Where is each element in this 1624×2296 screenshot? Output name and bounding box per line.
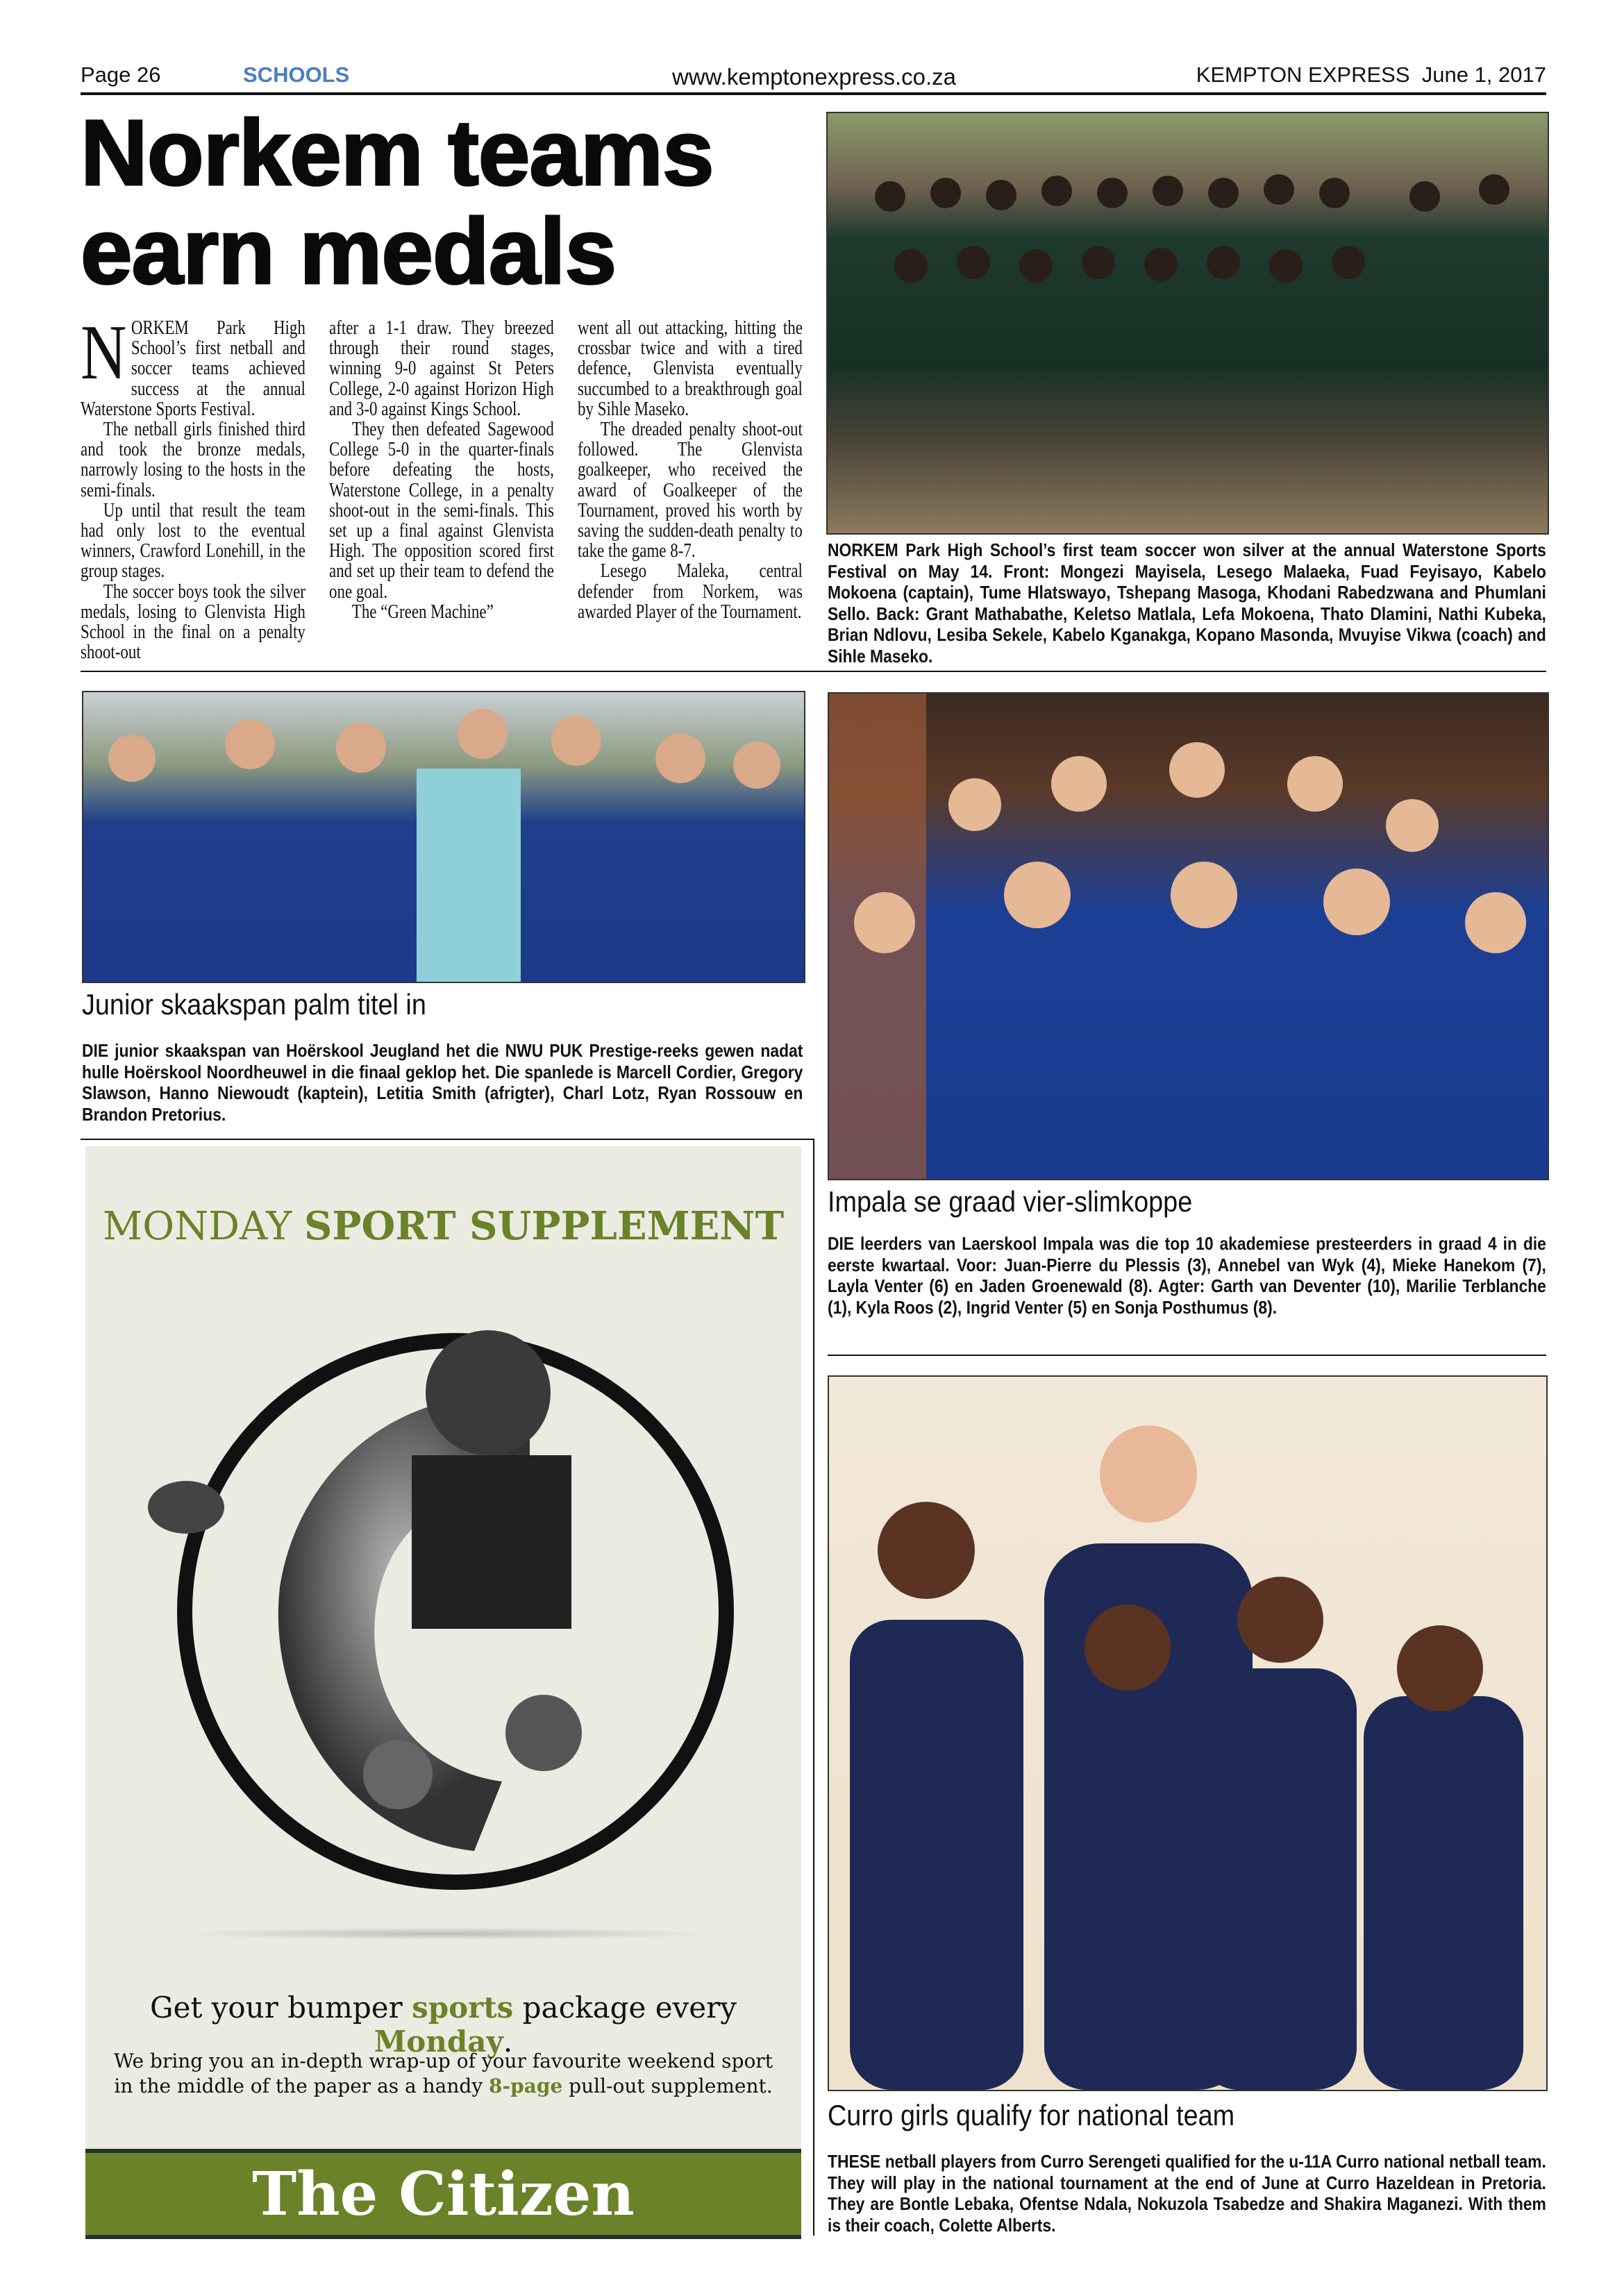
- the-citizen-logo: The Citizen: [252, 2159, 635, 2229]
- ad-top-rule: [81, 1139, 814, 1140]
- soccer-photo-caption: NORKEM Park High School’s first team soccer won silver at the annual Waterstone Sports Festival on May 14. Front: Mongezi Mayisela, Lesego Malaeka, Fuad Feyisayo, Kabelo Mokoena (captain), Tume Hlatswayo, Tshepang Masoga, Khodani Rabedzwana and Phumlani Sello. Back: Grant Mathabathe, Keletso Matlala, Lefa Mokoena, Thato Dlamini, Nathi Kubeka, Brian Ndlovu, Lesiba Sekele, Kabelo Kganakga, Kopano Masonda, Mvuyise Vikwa (coach) and Sihle Maseko.: [828, 539, 1546, 667]
- ad-body-line-1: We bring you an in-depth wrap-up of your favourite weekend sport: [114, 2050, 773, 2072]
- sport-collage-graphic: [141, 1296, 745, 1900]
- section-divider: [828, 1355, 1546, 1356]
- tagline-sports: sports: [412, 1991, 514, 2025]
- curro-netball-figures: [829, 1377, 1546, 2090]
- impala-learners-figures: [829, 694, 1548, 1179]
- ad-title-light: MONDAY: [102, 1204, 292, 1249]
- tagline-text: Get your bumper: [150, 1991, 403, 2025]
- section-label: SCHOOLS: [243, 62, 350, 87]
- tagline-period: .: [503, 2025, 513, 2059]
- tagline-monday: Monday: [374, 2025, 503, 2059]
- soccer-team-figures: [828, 113, 1548, 533]
- main-headline: [81, 101, 817, 303]
- ad-body: [85, 2049, 801, 2099]
- paragraph: after a 1-1 draw. They breezed through their round stages, winning 9-0 against St Peters College, 2-0 against Horizon High and 3-0 against Kings School.: [329, 317, 554, 420]
- rugby-ball-icon: [148, 1481, 224, 1534]
- page-number: Page 26: [81, 62, 161, 87]
- paragraph: The soccer boys took the silver medals, losing to Glenvista High School in the final on a penalty shoot-out: [81, 580, 305, 664]
- section-divider: [81, 671, 1546, 672]
- chess-caption: DIE junior skaakspan van Hoërskool Jeugland het die NWU PUK Prestige-reeks gewen nadat hulle Hoërskool Noordheuwel in die finaal geklop het. Die spanlede is Marcell Cordier, Gregory Slawson, Hanno Niewoudt (kaptein), Letitia Smith (afrigter), Charl Lotz, Ryan Rossouw en Brandon Pretorius.: [82, 1040, 803, 1125]
- publication-name: KEMPTON EXPRESS: [1196, 62, 1410, 87]
- ad-body-text: pull-out supplement.: [569, 2075, 773, 2097]
- headline-line-1: Norkem teams: [81, 101, 714, 205]
- paragraph: went all out attacking, hitting the crossbar twice and with a tired defence, Glenvista eventually succumbed to a breakthrough goal by Sihle Maseko.: [578, 317, 803, 420]
- publication-date-line: [1196, 62, 1546, 87]
- impala-heading: Impala se graad vier-slimkoppe: [828, 1185, 1193, 1218]
- the-citizen-logo-bar[interactable]: [85, 2149, 801, 2239]
- tagline-text: package every: [522, 1991, 737, 2025]
- ad-title: [85, 1203, 801, 1249]
- paragraph: ORKEM Park High School’s first netball and soccer teams achieved success at the annual Waterstone Sports Festival.: [81, 317, 305, 420]
- header-rule: [81, 92, 1546, 95]
- ad-body-8page: 8-page: [489, 2075, 563, 2097]
- paragraph: The netball girls finished third and took the bronze medals, narrowly losing to the hosts in the semi-finals.: [81, 419, 305, 501]
- player-head: [426, 1330, 551, 1455]
- article-column-2: [329, 318, 554, 622]
- shadow: [169, 1927, 724, 1940]
- chess-team-photo: [82, 691, 805, 983]
- paragraph: They then defeated Sagewood College 5-0 in the quarter-finals before defeating the hosts, Waterstone College, in a penalty shoot-out in the semi-finals. This set up a final against Glenvista High. The opposition scored first and set up their team to defend the one goal.: [329, 419, 554, 603]
- issue-date: June 1, 2017: [1421, 62, 1546, 87]
- curro-heading: Curro girls qualify for national team: [828, 2099, 1235, 2131]
- ad-body-line-2: [85, 2074, 801, 2099]
- impala-learners-photo: [828, 692, 1549, 1180]
- article-column-3: [578, 318, 803, 622]
- paragraph: Up until that result the team had only lost to the eventual winners, Crawford Lonehill, in the group stages.: [81, 499, 305, 583]
- impala-caption: DIE leerders van Laerskool Impala was die top 10 akademiese presteerders in graad 4 in die eerste kwartaal. Voor: Juan-Pierre du Plessis (3), Annebel van Wyk (4), Mieke Hanekom (7), Layla Venter (6) en Jaden Groenewald (8). Agter: Garth van Deventer (10), Marilie Terblanche (1), Kyla Roos (2), Ingrid Venter (5) en Sonja Posthumus (8).: [828, 1233, 1546, 1318]
- article-column-1: [81, 310, 305, 664]
- headline-line-2: earn medals: [81, 200, 617, 303]
- paragraph: The dreaded penalty shoot-out followed. The Glenvista goalkeeper, who received the award of Goalkeeper of the Tournament, proved his worth by saving the sudden-death penalty to take the game 8-7.: [578, 419, 803, 562]
- chess-heading: Junior skaakspan palm titel in: [82, 988, 426, 1021]
- curro-caption: THESE netball players from Curro Serengeti qualified for the u-11A Curro national netball team. They will play in the national tournament at the end of June at Curro Hazeldean in Pretoria. They are Bontle Lebaka, Ofentse Ndala, Nokuzola Tsabedze and Shakira Maganezi. With them is their coach, Colette Alberts.: [828, 2151, 1546, 2236]
- chess-team-figures: [83, 692, 804, 982]
- ad-title-bold: SPORT SUPPLEMENT: [303, 1203, 785, 1249]
- ad-body-text: in the middle of the paper as a handy: [114, 2075, 483, 2097]
- ad-side-rule: [813, 1139, 814, 2236]
- paragraph: The “Green Machine”: [351, 601, 494, 623]
- website-link[interactable]: www.kemptonexpress.co.za: [672, 64, 957, 90]
- dropcap: N: [81, 310, 127, 396]
- soccer-team-photo: [826, 112, 1549, 535]
- paragraph: Lesego Maleka, central defender from Norkem, was awarded Player of the Tournament.: [578, 560, 803, 623]
- curro-netball-photo: [828, 1375, 1548, 2091]
- sport-supplement-advert[interactable]: [85, 1146, 801, 2234]
